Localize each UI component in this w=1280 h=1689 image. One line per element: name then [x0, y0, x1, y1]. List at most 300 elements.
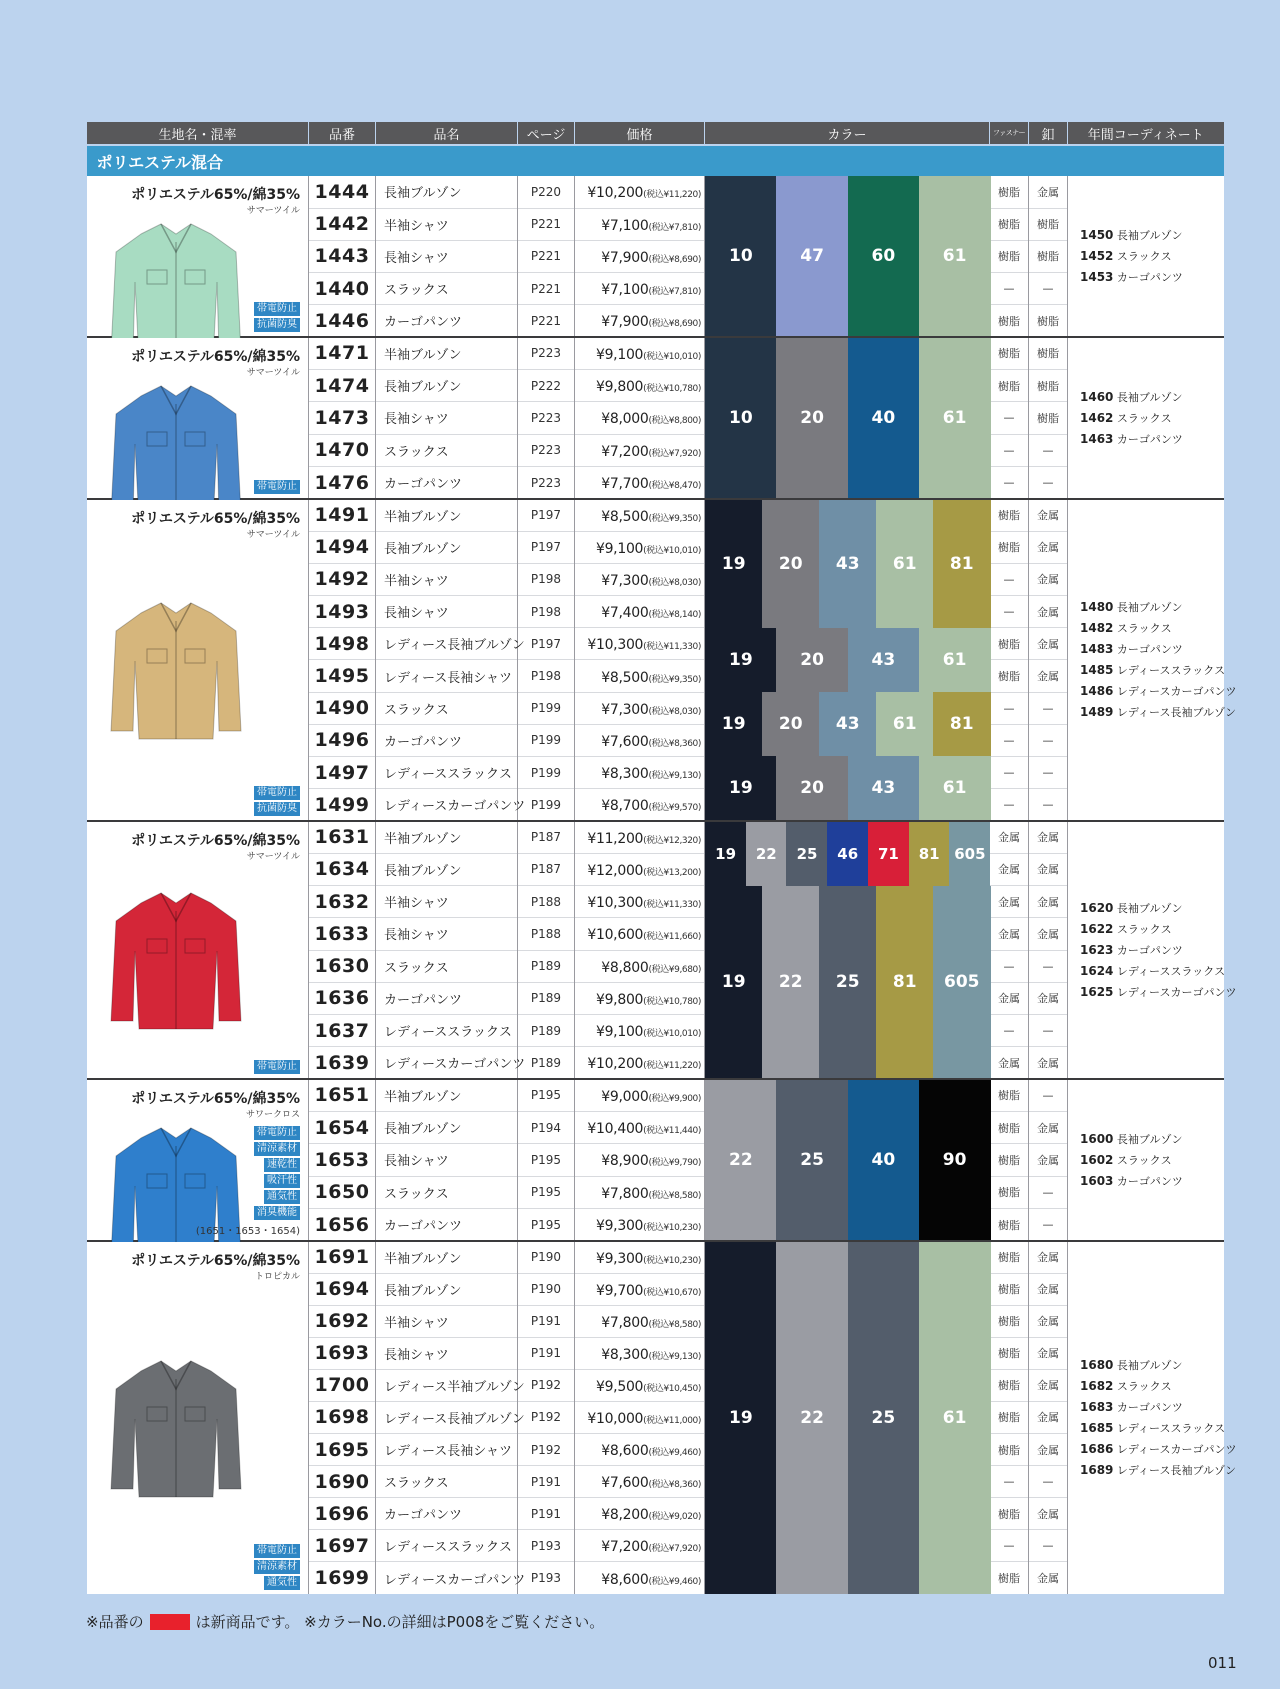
button-type: 金属	[1029, 660, 1068, 692]
price-tax: (税込¥10,450)	[643, 1383, 701, 1394]
item-number: 1491	[309, 499, 376, 531]
coordinate-cell	[1068, 499, 1237, 821]
fabric-name: ポリエステル65%/綿35%	[131, 187, 300, 203]
feature-badge: 通気性	[264, 1190, 300, 1204]
item-page: P197	[518, 628, 575, 660]
item-price	[575, 789, 705, 821]
price-tax: (税込¥9,680)	[648, 964, 701, 975]
color-grid	[705, 338, 989, 498]
item-price	[575, 531, 705, 563]
item-page: P189	[518, 950, 575, 982]
button-type: 金属	[1029, 628, 1068, 660]
color-swatch-40: 40	[848, 338, 920, 498]
item-number: 1632	[309, 886, 376, 918]
item-number: 1636	[309, 982, 376, 1014]
item-price	[575, 1111, 705, 1143]
color-swatch-605: 605	[949, 822, 990, 886]
color-swatch-19: 19	[705, 822, 746, 886]
item-name: スラックス	[376, 1176, 518, 1208]
color-swatch-25: 25	[848, 1242, 920, 1594]
coordinate-name: 長袖ブルゾン	[1116, 901, 1183, 915]
item-number: 1492	[309, 563, 376, 595]
item-price	[575, 563, 705, 595]
item-name: カーゴパンツ	[376, 467, 518, 499]
button-type: 金属	[1029, 886, 1068, 918]
button-type: —	[1029, 950, 1068, 982]
price-value: ¥7,900	[601, 249, 649, 266]
price-value: ¥7,200	[601, 443, 649, 460]
item-page: P193	[518, 1530, 575, 1562]
color-swatch-81: 81	[876, 886, 934, 1078]
button-type: 金属	[1029, 563, 1068, 595]
fastener-type: 樹脂	[990, 531, 1029, 563]
price-value: ¥7,300	[601, 572, 649, 589]
coordinate-name: カーゴパンツ	[1116, 270, 1183, 284]
button-type: —	[1029, 1079, 1068, 1111]
item-name: レディース長袖ブルゾン	[376, 628, 518, 660]
jacket-image	[101, 1349, 251, 1503]
fastener-type: 樹脂	[990, 369, 1029, 401]
fastener-type: 樹脂	[990, 208, 1029, 240]
item-number: 1699	[309, 1562, 376, 1594]
price-value: ¥7,300	[601, 701, 649, 718]
section-title-row	[87, 146, 1224, 176]
color-swatches	[705, 821, 990, 1079]
price-value: ¥10,300	[587, 637, 644, 654]
price-tax: (税込¥10,230)	[643, 1255, 701, 1266]
price-tax: (税込¥7,810)	[648, 222, 701, 233]
button-type: 金属	[1029, 1305, 1068, 1337]
button-type: 金属	[1029, 176, 1068, 208]
fabric-cell	[87, 1241, 309, 1594]
price-tax: (税込¥10,010)	[643, 545, 701, 556]
item-number: 1490	[309, 692, 376, 724]
color-swatch-19: 19	[705, 1242, 777, 1594]
coordinate-cell	[1068, 1241, 1237, 1594]
coordinate-item	[1080, 961, 1224, 982]
item-page: P192	[518, 1433, 575, 1465]
item-name: レディーススラックス	[376, 1530, 518, 1562]
coordinate-name: カーゴパンツ	[1116, 1401, 1183, 1414]
price-tax: (税込¥11,330)	[643, 642, 701, 653]
fastener-type: 樹脂	[990, 176, 1029, 208]
color-swatch-81: 81	[933, 692, 991, 756]
item-name: 長袖シャツ	[376, 402, 518, 434]
coordinate-name: レディーススラックス	[1116, 664, 1226, 677]
item-name: 長袖ブルゾン	[376, 1111, 518, 1143]
button-type: 樹脂	[1029, 305, 1068, 337]
item-page: P199	[518, 789, 575, 821]
item-name: レディース長袖ブルゾン	[376, 1401, 518, 1433]
price-value: ¥7,100	[601, 282, 649, 299]
price-tax: (税込¥9,350)	[648, 513, 701, 524]
fastener-type: 樹脂	[990, 1305, 1029, 1337]
item-page: P195	[518, 1176, 575, 1208]
coordinate-name: 長袖ブルゾン	[1116, 228, 1183, 242]
header-item-no: 品番	[309, 122, 376, 144]
item-price	[575, 628, 705, 660]
header-button: 釦	[1029, 122, 1068, 144]
item-price	[575, 240, 705, 272]
price-value: ¥8,600	[601, 1571, 649, 1588]
button-type: 金属	[1029, 596, 1068, 628]
footer-note	[86, 1611, 604, 1632]
color-swatch-22: 22	[705, 1080, 777, 1240]
coordinate-number: 1486	[1080, 684, 1114, 698]
item-page: P221	[518, 273, 575, 305]
item-page: P220	[518, 176, 575, 208]
price-tax: (税込¥7,920)	[648, 448, 701, 459]
coordinate-item	[1080, 1439, 1237, 1460]
coordinate-name: レディースカーゴパンツ	[1116, 685, 1237, 698]
coordinate-item	[1080, 1460, 1237, 1481]
item-number: 1496	[309, 724, 376, 756]
item-number: 1630	[309, 950, 376, 982]
item-number: 1695	[309, 1433, 376, 1465]
coordinate-name: スラックス	[1116, 1153, 1172, 1167]
item-page: P199	[518, 692, 575, 724]
coordinate-name: レディースカーゴパンツ	[1116, 985, 1237, 999]
button-type: 金属	[1029, 918, 1068, 950]
catalog-table-wrap	[86, 122, 1237, 1594]
table-row	[87, 1241, 1224, 1273]
fastener-type: 樹脂	[990, 1176, 1029, 1208]
item-page: P223	[518, 402, 575, 434]
price-value: ¥9,300	[595, 1250, 644, 1267]
color-swatch-61: 61	[919, 1242, 991, 1594]
product-table	[86, 122, 1237, 1594]
color-swatch-40: 40	[848, 1080, 920, 1240]
coordinate-cell	[1068, 337, 1224, 499]
item-name: カーゴパンツ	[376, 1209, 518, 1241]
item-number: 1495	[309, 660, 376, 692]
price-value: ¥7,700	[601, 476, 649, 493]
fastener-type: 樹脂	[990, 1111, 1029, 1143]
coordinate-name: スラックス	[1116, 249, 1172, 263]
price-tax: (税込¥13,200)	[643, 867, 701, 878]
item-page: P198	[518, 660, 575, 692]
coordinate-item	[1080, 429, 1224, 450]
item-page: P187	[518, 853, 575, 885]
button-type: 金属	[1029, 499, 1068, 531]
item-name: レディーススラックス	[376, 1015, 518, 1047]
price-value: ¥8,500	[601, 669, 649, 686]
coordinate-name: スラックス	[1116, 922, 1172, 936]
product-group	[87, 337, 1224, 499]
price-value: ¥8,300	[601, 766, 649, 783]
price-tax: (税込¥8,360)	[648, 738, 701, 749]
item-number: 1497	[309, 757, 376, 789]
color-swatches	[705, 1241, 990, 1594]
price-tax: (税込¥11,330)	[643, 900, 701, 911]
item-name: カーゴパンツ	[376, 982, 518, 1014]
item-name: 半袖シャツ	[376, 563, 518, 595]
price-value: ¥8,900	[601, 1153, 649, 1170]
color-swatch-25: 25	[786, 822, 827, 886]
coordinate-number: 1600	[1080, 1131, 1114, 1146]
price-value: ¥7,400	[601, 605, 649, 622]
fabric-name: ポリエステル65%/綿35%	[131, 1091, 300, 1107]
coordinate-item	[1080, 408, 1224, 429]
item-name: 半袖ブルゾン	[376, 1241, 518, 1273]
item-number: 1639	[309, 1047, 376, 1079]
fastener-type: 樹脂	[990, 1369, 1029, 1401]
price-tax: (税込¥8,580)	[648, 1190, 701, 1201]
coordinate-item	[1080, 940, 1224, 961]
item-price	[575, 596, 705, 628]
header-page: ページ	[518, 122, 575, 144]
item-price	[575, 821, 705, 853]
feature-badge: 帯電防止	[254, 1544, 300, 1558]
item-number: 1654	[309, 1111, 376, 1143]
item-name: スラックス	[376, 1466, 518, 1498]
item-price	[575, 692, 705, 724]
button-type: —	[1029, 789, 1068, 821]
fabric-name: ポリエステル65%/綿35%	[131, 511, 300, 527]
header-row	[87, 122, 1224, 144]
price-tax: (税込¥8,470)	[648, 481, 701, 492]
coordinate-item	[1080, 639, 1224, 660]
button-type: 金属	[1029, 1111, 1068, 1143]
coordinate-number: 1602	[1080, 1152, 1114, 1167]
feature-badge: 清涼素材	[254, 1142, 300, 1156]
feature-badge: 抗菌防臭	[254, 318, 300, 332]
color-swatch-71: 71	[868, 822, 909, 886]
item-number: 1446	[309, 305, 376, 337]
price-tax: (税込¥9,130)	[648, 771, 701, 782]
coordinate-number: 1685	[1080, 1421, 1114, 1435]
item-name: 長袖シャツ	[376, 1144, 518, 1176]
button-type: 金属	[1029, 1433, 1068, 1465]
item-price	[575, 660, 705, 692]
feature-badge: 吸汗性	[264, 1174, 300, 1188]
color-swatch-25: 25	[776, 1080, 848, 1240]
fabric-cell	[87, 176, 309, 337]
item-price	[575, 918, 705, 950]
price-tax: (税込¥10,780)	[643, 996, 701, 1007]
coordinate-item	[1080, 982, 1237, 1003]
color-swatch-81: 81	[909, 822, 950, 886]
item-price	[575, 1369, 705, 1401]
price-value: ¥10,200	[587, 1056, 644, 1073]
coordinate-number: 1686	[1080, 1442, 1114, 1456]
coordinate-item	[1080, 1129, 1224, 1150]
fabric-weave: サマーツイル	[246, 368, 300, 378]
item-page: P223	[518, 434, 575, 466]
coordinate-number: 1622	[1080, 921, 1114, 936]
item-name: 半袖ブルゾン	[376, 499, 518, 531]
price-tax: (税込¥8,800)	[648, 416, 701, 427]
fabric-weave: サマーツイル	[246, 530, 300, 540]
price-tax: (税込¥9,350)	[648, 674, 701, 685]
item-number: 1650	[309, 1176, 376, 1208]
price-tax: (税込¥8,030)	[648, 706, 701, 717]
item-name: レディースカーゴパンツ	[376, 789, 518, 821]
item-number: 1653	[309, 1144, 376, 1176]
coordinate-item	[1080, 1418, 1224, 1439]
color-swatch-22: 22	[762, 886, 820, 1078]
feature-badges	[254, 302, 300, 332]
button-type: 樹脂	[1029, 208, 1068, 240]
coordinate-number: 1682	[1080, 1379, 1114, 1393]
coordinate-item	[1080, 1171, 1224, 1192]
button-type: 金属	[1029, 1144, 1068, 1176]
item-price	[575, 1273, 705, 1305]
item-number: 1696	[309, 1498, 376, 1530]
price-value: ¥8,300	[601, 1346, 649, 1363]
table-row	[87, 1079, 1224, 1111]
item-number: 1634	[309, 853, 376, 885]
item-page: P188	[518, 918, 575, 950]
coordinate-name: 長袖ブルゾン	[1116, 390, 1183, 404]
item-number: 1493	[309, 596, 376, 628]
button-type: —	[1029, 1530, 1068, 1562]
product-group	[87, 821, 1237, 1079]
color-swatch-43: 43	[848, 756, 920, 820]
item-price	[575, 757, 705, 789]
color-swatch-22: 22	[746, 822, 787, 886]
color-grid	[705, 822, 989, 1078]
button-type: —	[1029, 1466, 1068, 1498]
item-price	[575, 467, 705, 499]
item-price	[575, 1401, 705, 1433]
price-value: ¥8,200	[601, 1507, 649, 1524]
price-tax: (税込¥9,020)	[648, 1512, 701, 1523]
color-swatch-19: 19	[705, 628, 777, 692]
button-type: —	[1029, 273, 1068, 305]
coordinate-name: 長袖ブルゾン	[1116, 1132, 1183, 1146]
fastener-type: —	[990, 724, 1029, 756]
fastener-type: 樹脂	[990, 1562, 1029, 1594]
price-tax: (税込¥8,580)	[648, 1319, 701, 1330]
item-name: レディーススラックス	[376, 757, 518, 789]
price-value: ¥7,200	[601, 1539, 649, 1556]
coordinate-item	[1080, 1376, 1224, 1397]
coordinate-name: スラックス	[1116, 411, 1172, 425]
fastener-type: —	[990, 467, 1029, 499]
price-tax: (税込¥9,790)	[648, 1158, 701, 1169]
item-page: P193	[518, 1562, 575, 1594]
coordinate-number: 1482	[1080, 621, 1114, 635]
coordinate-name: レディース長袖ブルゾン	[1116, 706, 1237, 719]
feature-badge: 通気性	[264, 1576, 300, 1590]
item-page: P190	[518, 1273, 575, 1305]
item-name: 長袖シャツ	[376, 596, 518, 628]
price-value: ¥8,000	[601, 411, 649, 428]
coordinate-number: 1689	[1080, 1463, 1114, 1477]
price-value: ¥7,100	[601, 217, 649, 234]
feature-badge: 消臭機能	[254, 1206, 300, 1220]
item-name: レディースカーゴパンツ	[376, 1047, 518, 1079]
coordinate-item	[1080, 1150, 1224, 1171]
price-value: ¥8,600	[601, 1443, 649, 1459]
item-price	[575, 402, 705, 434]
item-price	[575, 982, 705, 1014]
button-type: —	[1029, 724, 1068, 756]
product-group	[87, 1079, 1224, 1241]
item-price	[575, 1047, 705, 1079]
fabric-name: ポリエステル65%/綿35%	[131, 349, 300, 365]
coordinate-name: カーゴパンツ	[1116, 643, 1183, 656]
coordinate-name: カーゴパンツ	[1116, 943, 1183, 957]
item-name: 半袖ブルゾン	[376, 1079, 518, 1111]
fastener-type: —	[990, 434, 1029, 466]
fastener-type: 樹脂	[990, 1401, 1029, 1433]
coordinate-item	[1080, 267, 1224, 288]
price-value: ¥7,800	[601, 1185, 649, 1202]
color-swatch-61: 61	[919, 756, 991, 820]
item-number: 1498	[309, 628, 376, 660]
color-swatches	[705, 176, 990, 337]
fastener-type: 樹脂	[990, 337, 1029, 369]
color-swatch-43: 43	[848, 628, 920, 692]
item-name: 半袖シャツ	[376, 208, 518, 240]
feature-badge: 抗菌防臭	[254, 802, 300, 816]
price-tax: (税込¥7,810)	[648, 287, 701, 298]
button-type: 金属	[1029, 1337, 1068, 1369]
item-page: P191	[518, 1305, 575, 1337]
item-number: 1700	[309, 1369, 376, 1401]
price-tax: (税込¥11,220)	[643, 1061, 701, 1072]
item-price	[575, 886, 705, 918]
button-type: 金属	[1029, 531, 1068, 563]
coordinate-number: 1623	[1080, 942, 1114, 957]
coordinate-item	[1080, 618, 1224, 639]
feature-badges	[254, 1544, 300, 1590]
color-swatch-61: 61	[876, 692, 934, 756]
item-page: P191	[518, 1498, 575, 1530]
button-type: —	[1029, 434, 1068, 466]
feature-badge: 清涼素材	[254, 1560, 300, 1574]
table-row	[87, 176, 1224, 208]
item-page: P190	[518, 1241, 575, 1273]
header-color: カラー	[705, 122, 990, 144]
color-swatches	[705, 337, 990, 499]
button-type: 金属	[1029, 1498, 1068, 1530]
coordinate-name: レディーススラックス	[1116, 964, 1226, 978]
coordinate-number: 1452	[1080, 248, 1114, 263]
item-name: スラックス	[376, 692, 518, 724]
fastener-type: —	[990, 789, 1029, 821]
color-swatch-19: 19	[705, 692, 763, 756]
fastener-type: 金属	[990, 918, 1029, 950]
color-swatch-60: 60	[848, 176, 920, 336]
item-price	[575, 434, 705, 466]
button-type: —	[1029, 467, 1068, 499]
table-row	[87, 337, 1224, 369]
item-name: 半袖シャツ	[376, 1305, 518, 1337]
coordinate-name: カーゴパンツ	[1116, 1174, 1183, 1188]
coordinate-item	[1080, 225, 1224, 246]
new-item-marker	[150, 1614, 190, 1630]
price-value: ¥10,600	[587, 927, 644, 944]
price-tax: (税込¥9,130)	[648, 1351, 701, 1362]
fabric-name: ポリエステル65%/綿35%	[131, 1253, 300, 1269]
button-type: —	[1029, 1209, 1068, 1241]
item-page: P198	[518, 596, 575, 628]
item-name: スラックス	[376, 950, 518, 982]
item-page: P221	[518, 208, 575, 240]
color-swatch-20: 20	[776, 338, 848, 498]
fastener-type: —	[990, 563, 1029, 595]
button-type: 金属	[1029, 1047, 1068, 1079]
button-type: 金属	[1029, 853, 1068, 885]
item-price	[575, 1337, 705, 1369]
fabric-weave: サワークロス	[245, 1110, 300, 1120]
price-tax: (税込¥7,920)	[648, 1544, 701, 1555]
price-value: ¥9,800	[595, 379, 644, 396]
color-swatch-25: 25	[819, 886, 877, 1078]
